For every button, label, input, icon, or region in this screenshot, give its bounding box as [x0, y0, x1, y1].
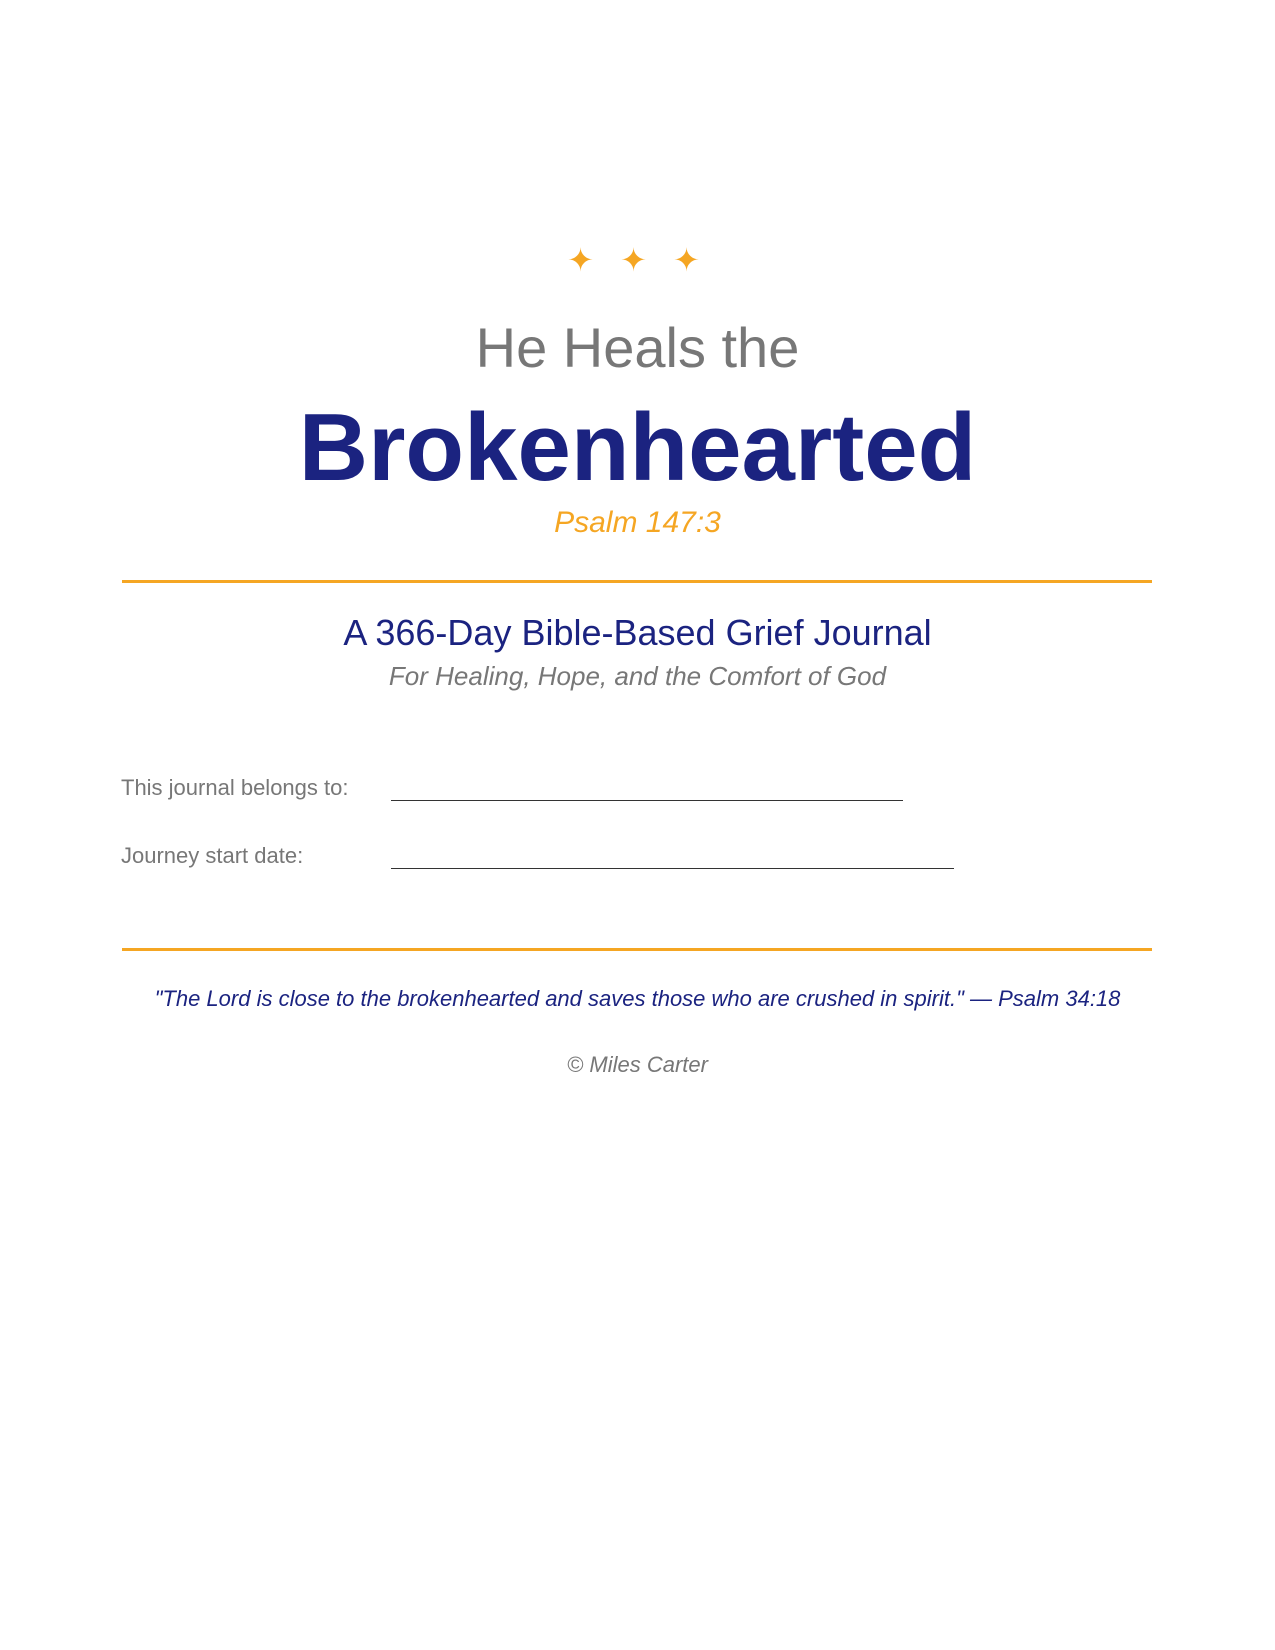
- start-date-field: [121, 838, 1021, 878]
- owner-field-line: [391, 800, 903, 801]
- title-line-1: He Heals the: [475, 316, 800, 379]
- start-date-field-line: [391, 868, 954, 869]
- scripture-quote: "The Lord is close to the brokenhearted and saves those who are crushed in spirit." — Psalm 34:18: [154, 986, 1121, 1011]
- divider-top: [122, 580, 1152, 583]
- start-date-field-label: Journey start date:: [121, 843, 304, 868]
- owner-field-label: This journal belongs to:: [121, 775, 349, 800]
- owner-field: [121, 770, 1021, 810]
- sparkle-stars-icon: ✦ ✦ ✦: [567, 241, 708, 279]
- title-verse-reference: Psalm 147:3: [554, 506, 721, 539]
- title-line-2: Brokenhearted: [298, 394, 977, 501]
- journal-subtitle: A 366-Day Bible-Based Grief Journal: [343, 612, 932, 653]
- divider-bottom: [122, 948, 1152, 951]
- copyright-notice: © Miles Carter: [567, 1052, 708, 1077]
- journal-tagline: For Healing, Hope, and the Comfort of God: [388, 661, 887, 691]
